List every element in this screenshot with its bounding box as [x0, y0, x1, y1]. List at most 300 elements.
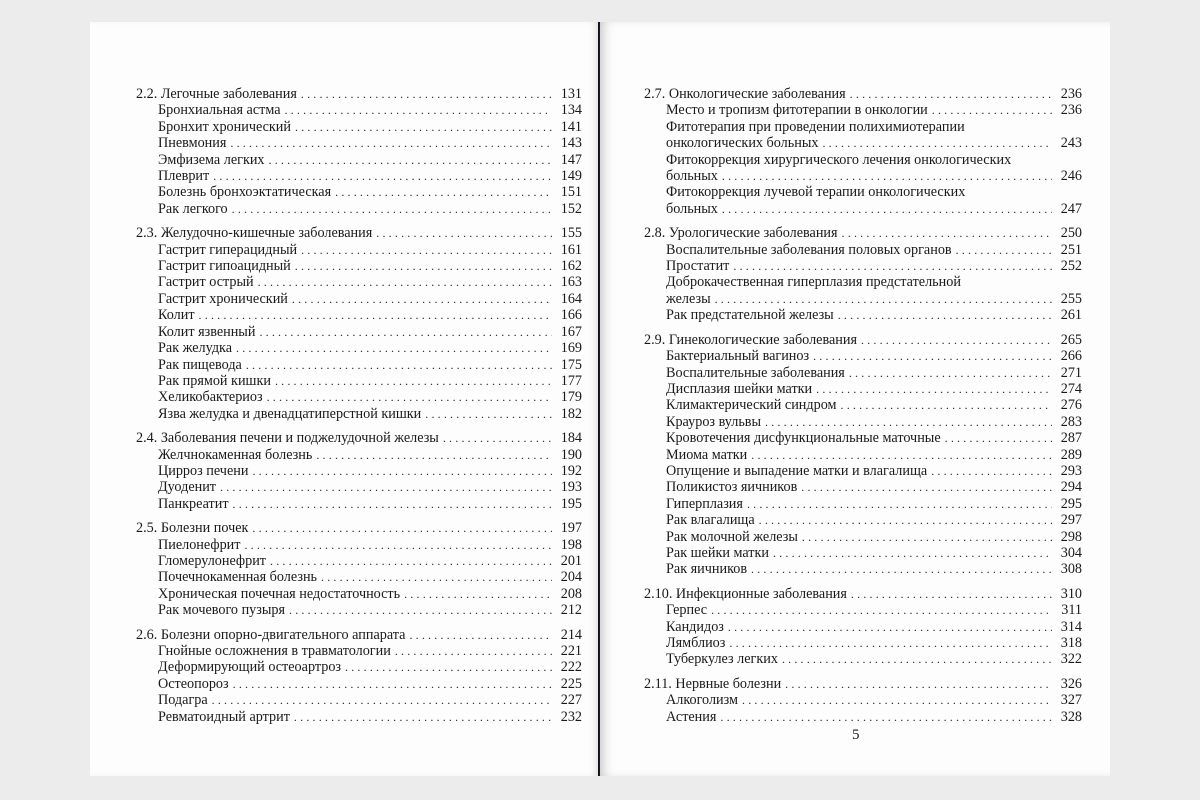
toc-entry — [644, 479, 1082, 495]
toc-entry — [136, 569, 582, 585]
toc-entry — [136, 258, 582, 274]
toc-entry — [136, 643, 582, 659]
dot-leader — [275, 373, 552, 389]
dot-leader — [252, 520, 552, 536]
toc-entry-label: Гнойные осложнения в травматологии — [158, 643, 391, 659]
dot-leader — [842, 225, 1052, 241]
toc-entry-page-number: 276 — [1060, 397, 1082, 414]
toc-entry-page-number: 246 — [1060, 168, 1082, 185]
toc-entry — [136, 479, 582, 495]
toc-section-title-label: 2.5. Болезни почек — [136, 520, 249, 537]
toc-entry — [644, 152, 1082, 168]
toc-entry — [644, 307, 1082, 323]
dot-leader — [715, 291, 1052, 307]
toc-entry-label: Рак молочной железы — [666, 528, 798, 545]
toc-section — [644, 586, 1082, 668]
toc-entry — [136, 373, 582, 389]
toc-entry-page-number: 221 — [560, 643, 582, 659]
toc-entry — [136, 184, 582, 200]
toc-entry-page-number: 162 — [560, 258, 582, 275]
toc-section-title-label: 2.2. Легочные заболевания — [136, 86, 297, 102]
toc-entry-page-number: 236 — [1060, 102, 1082, 119]
toc-entry-label: Туберкулез легких — [666, 651, 778, 668]
toc-section-title-page-number: 197 — [560, 520, 582, 537]
toc-entry-page-number: 163 — [560, 274, 582, 291]
toc-entry-label: Воспалительные заболевания — [666, 364, 845, 381]
toc-entry-label: Астения — [666, 708, 717, 725]
dot-leader — [246, 357, 552, 373]
toc-entry-page-number: 151 — [560, 184, 582, 201]
toc-entry — [136, 496, 582, 512]
dot-leader — [945, 430, 1052, 446]
toc-entry — [644, 414, 1082, 430]
toc-entry — [136, 201, 582, 217]
toc-section-title — [136, 520, 582, 536]
dot-leader — [345, 659, 552, 675]
toc-entry-page-number: 212 — [560, 602, 582, 619]
toc-section-title-page-number: 326 — [1060, 675, 1082, 692]
toc-entry-label: Лямблиоз — [666, 635, 726, 651]
toc-entry-page-number: 251 — [1060, 241, 1082, 258]
toc-entry-label: Ревматоидный артрит — [158, 708, 290, 725]
dot-leader — [773, 545, 1052, 561]
dot-leader — [782, 651, 1052, 667]
toc-entry-label: Рак прямой кишки — [158, 372, 271, 389]
toc-entry-label: Плеврит — [158, 168, 210, 185]
toc-section-title — [136, 225, 582, 241]
dot-leader — [236, 340, 552, 356]
dot-leader — [232, 201, 552, 217]
toc-entry — [136, 676, 582, 692]
toc-entry-label: Гастрит хронический — [158, 290, 288, 307]
toc-entry-page-number: 328 — [1060, 708, 1082, 725]
toc-entry-page-number: 141 — [560, 118, 582, 135]
dot-leader — [409, 627, 552, 643]
toc-entry-page-number: 247 — [1060, 200, 1082, 217]
toc-entry-label: Почечнокаменная болезнь — [158, 569, 318, 586]
toc-entry-label: Гломерулонефрит — [158, 552, 267, 569]
dot-leader — [230, 135, 552, 151]
dot-leader — [220, 479, 552, 495]
toc-entry-label: Колит язвенный — [158, 323, 256, 340]
dot-leader — [376, 225, 552, 241]
toc-entry-label: Подагра — [158, 692, 208, 709]
dot-leader — [849, 365, 1052, 381]
dot-leader — [813, 348, 1052, 364]
toc-entry-label: Рак легкого — [158, 200, 228, 217]
dot-leader — [395, 643, 552, 659]
toc-entry-label: Цирроз печени — [158, 462, 249, 479]
toc-entry-label: Эмфизема легких — [158, 151, 265, 168]
toc-entry-page-number: 201 — [560, 552, 582, 569]
toc-section — [136, 430, 582, 512]
toc-entry-page-number: 243 — [1060, 135, 1082, 152]
dot-leader — [199, 307, 552, 323]
toc-entry-page-number: 179 — [560, 389, 582, 406]
toc-entry — [136, 537, 582, 553]
toc-entry — [644, 619, 1082, 635]
dot-leader — [321, 569, 552, 585]
toc-entry — [136, 291, 582, 307]
toc-section — [644, 332, 1082, 578]
toc-entry — [644, 651, 1082, 667]
toc-entry — [644, 119, 1082, 135]
toc-entry-label-continued: больных — [666, 168, 718, 185]
toc-section-title-page-number: 155 — [560, 225, 582, 242]
toc-entry — [644, 348, 1082, 364]
toc-entry-page-number: 252 — [1060, 258, 1082, 275]
dot-leader — [294, 709, 552, 725]
toc-entry-page-number: 164 — [560, 290, 582, 307]
toc-entry-label: Рак шейки матки — [666, 544, 769, 561]
toc-entry — [136, 463, 582, 479]
toc-entry-label: Доброкачественная гиперплазия предстательной — [666, 274, 961, 291]
toc-entry-label: Фитокоррекция лучевой терапии онкологических — [666, 184, 966, 201]
toc-entry — [136, 135, 582, 151]
toc-entry-label: Бронхиальная астма — [158, 102, 281, 119]
toc-section-title-label: 2.3. Желудочно-кишечные заболевания — [136, 225, 373, 242]
toc-entry-label: Миома матки — [666, 446, 748, 463]
toc-entry-label: Кандидоз — [666, 618, 724, 635]
toc-entry-page-number: 134 — [560, 102, 582, 119]
toc-entry — [644, 258, 1082, 274]
toc-entry-label-continued: больных — [666, 200, 718, 217]
toc-entry-page-number: 297 — [1060, 512, 1082, 529]
toc-entry-label: Пневмония — [158, 135, 227, 152]
toc-section-title — [136, 86, 582, 102]
toc-entry-page-number: 208 — [560, 585, 582, 602]
toc-entry — [136, 709, 582, 725]
toc-entry-label: Остеопороз — [158, 675, 229, 692]
toc-entry — [136, 324, 582, 340]
dot-leader — [838, 307, 1052, 323]
toc-section-title — [136, 430, 582, 446]
dot-leader — [751, 447, 1052, 463]
toc-column-right — [644, 86, 1082, 733]
toc-entry — [644, 561, 1082, 577]
dot-leader — [850, 86, 1052, 102]
toc-entry-page-number: 147 — [560, 151, 582, 168]
dot-leader — [295, 119, 552, 135]
toc-entry-label: Поликистоз яичников — [666, 479, 798, 496]
toc-section-title-label: 2.9. Гинекологические заболевания — [644, 331, 857, 348]
toc-entry-page-number: 283 — [1060, 413, 1082, 430]
toc-entry — [644, 365, 1082, 381]
toc-entry-label: Бронхит хронический — [158, 118, 291, 135]
toc-entry-page-number: 193 — [560, 479, 582, 496]
dot-leader — [841, 397, 1052, 413]
toc-section-title-page-number: 310 — [1060, 585, 1082, 602]
toc-entry — [644, 184, 1082, 200]
dot-leader — [956, 242, 1052, 258]
dot-leader — [802, 529, 1052, 545]
toc-section-title-label: 2.11. Нервные болезни — [644, 675, 782, 692]
dot-leader — [252, 463, 552, 479]
toc-entry-label: Колит — [158, 307, 195, 324]
toc-entry-page-number: 274 — [1060, 380, 1082, 397]
dot-leader — [259, 324, 552, 340]
toc-entry — [644, 430, 1082, 446]
toc-entry-label: Фитотерапия при проведении полихимиотерапии — [666, 118, 965, 135]
toc-section-title-label: 2.7. Онкологические заболевания — [644, 86, 846, 102]
toc-entry-page-number: 314 — [1060, 618, 1082, 635]
toc-section — [644, 225, 1082, 323]
dot-leader — [316, 447, 552, 463]
toc-entry-page-number: 222 — [560, 659, 582, 676]
toc-entry-label: Алкоголизм — [666, 692, 739, 709]
toc-section-title-label: 2.6. Болезни опорно-двигательного аппарата — [136, 626, 406, 643]
toc-entry-page-number: 327 — [1060, 692, 1082, 709]
toc-entry — [644, 692, 1082, 708]
toc-section-title-label: 2.4. Заболевания печени и поджелудочной железы — [136, 430, 439, 447]
toc-section-title-page-number: 131 — [560, 86, 582, 102]
toc-entry — [644, 709, 1082, 725]
toc-section — [644, 676, 1082, 725]
toc-entry-page-number: 167 — [560, 323, 582, 340]
toc-entry-page-number: 198 — [560, 536, 582, 553]
dot-leader — [720, 709, 1052, 725]
toc-entry — [644, 545, 1082, 561]
dot-leader — [932, 102, 1052, 118]
toc-entry-page-number: 177 — [560, 372, 582, 389]
toc-entry-label: Хроническая почечная недостаточность — [158, 585, 401, 602]
dot-leader — [244, 537, 552, 553]
toc-entry-label: Гастрит острый — [158, 274, 254, 291]
toc-entry — [136, 102, 582, 118]
toc-entry-page-number: 287 — [1060, 430, 1082, 447]
toc-section-title — [644, 586, 1082, 602]
dot-leader — [335, 184, 552, 200]
toc-entry-label: Простатит — [666, 258, 730, 275]
toc-entry-label: Место и тропизм фитотерапии в онкологии — [666, 102, 928, 119]
toc-entry — [136, 586, 582, 602]
toc-entry — [644, 635, 1082, 651]
dot-leader — [267, 389, 552, 405]
toc-column-left — [136, 86, 582, 733]
dot-leader — [765, 414, 1052, 430]
dot-leader — [292, 291, 552, 307]
toc-entry — [644, 463, 1082, 479]
toc-entry — [136, 168, 582, 184]
dot-leader — [301, 86, 552, 102]
toc-entry — [644, 529, 1082, 545]
dot-leader — [212, 692, 552, 708]
toc-section-title — [644, 86, 1082, 102]
toc-entry — [136, 389, 582, 405]
toc-entry — [136, 242, 582, 258]
toc-entry-page-number: 322 — [1060, 651, 1082, 668]
toc-entry-page-number: 182 — [560, 405, 582, 422]
toc-section — [136, 225, 582, 422]
dot-leader — [443, 430, 552, 446]
toc-entry-page-number: 175 — [560, 356, 582, 373]
toc-entry-page-number: 318 — [1060, 635, 1082, 651]
toc-entry-page-number: 161 — [560, 241, 582, 258]
toc-entry — [644, 381, 1082, 397]
toc-entry-page-number: 143 — [560, 135, 582, 152]
toc-entry — [136, 692, 582, 708]
toc-entry-page-number: 289 — [1060, 446, 1082, 463]
toc-entry-label: Кровотечения дисфункциональные маточные — [666, 430, 941, 447]
toc-entry — [136, 357, 582, 373]
right-page — [600, 22, 1110, 776]
toc-entry-page-number: 204 — [560, 569, 582, 586]
toc-entry-page-number: 232 — [560, 708, 582, 725]
toc-entry — [136, 307, 582, 323]
toc-section-title-page-number: 184 — [560, 430, 582, 447]
toc-entry-page-number: 192 — [560, 462, 582, 479]
toc-section — [136, 86, 582, 217]
dot-leader — [816, 381, 1052, 397]
toc-section — [136, 520, 582, 618]
toc-entry-label: Рак влагалища — [666, 512, 755, 529]
toc-entry — [644, 602, 1082, 618]
toc-section-title — [136, 627, 582, 643]
toc-entry-label: Пиелонефрит — [158, 536, 241, 553]
toc-entry-label-continued: железы — [666, 290, 711, 307]
toc-entry-page-number: 190 — [560, 446, 582, 463]
toc-entry-label: Гастрит гипоацидный — [158, 258, 291, 275]
toc-entry-label: Болезнь бронхоэктатическая — [158, 184, 332, 201]
dot-leader — [295, 258, 552, 274]
toc-entry — [136, 406, 582, 422]
toc-entry-continuation — [644, 168, 1082, 184]
toc-entry-page-number: 169 — [560, 340, 582, 357]
toc-section-title-label: 2.8. Урологические заболевания — [644, 225, 838, 242]
toc-entry-label: Рак предстательной железы — [666, 307, 834, 324]
toc-entry-page-number: 227 — [560, 692, 582, 709]
toc-section — [644, 86, 1082, 217]
toc-entry-page-number: 311 — [1061, 602, 1082, 619]
toc-entry-continuation — [644, 135, 1082, 151]
toc-entry — [136, 602, 582, 618]
dot-leader — [785, 676, 1052, 692]
toc-entry — [136, 553, 582, 569]
toc-entry — [136, 340, 582, 356]
toc-entry-label: Климактерический синдром — [666, 397, 837, 414]
toc-entry-label: Гиперплазия — [666, 495, 743, 512]
toc-entry-label: Бактериальный вагиноз — [666, 348, 810, 365]
dot-leader — [270, 553, 552, 569]
toc-entry-page-number: 166 — [560, 307, 582, 324]
dot-leader — [301, 242, 552, 258]
toc-section-title-page-number: 250 — [1060, 225, 1082, 242]
toc-entry-label: Дисплазия шейки матки — [666, 380, 813, 397]
toc-entry-label: Желчнокаменная болезнь — [158, 446, 313, 463]
toc-entry-label: Крауроз вульвы — [666, 413, 762, 430]
dot-leader — [285, 102, 552, 118]
dot-leader — [213, 168, 552, 184]
toc-entry — [644, 102, 1082, 118]
dot-leader — [711, 602, 1052, 618]
toc-entry — [644, 274, 1082, 290]
dot-leader — [233, 496, 552, 512]
toc-entry-page-number: 266 — [1060, 348, 1082, 365]
toc-entry — [644, 512, 1082, 528]
toc-section-title — [644, 225, 1082, 241]
toc-entry-page-number: 271 — [1060, 364, 1082, 381]
dot-leader — [269, 152, 552, 168]
toc-entry-continuation — [644, 201, 1082, 217]
toc-entry-label: Рак пищевода — [158, 356, 242, 373]
toc-entry — [644, 397, 1082, 413]
page-number: 5 — [852, 727, 860, 743]
toc-entry-label: Рак желудка — [158, 340, 233, 357]
dot-leader — [759, 512, 1052, 528]
dot-leader — [722, 201, 1052, 217]
toc-entry-page-number: 261 — [1060, 307, 1082, 324]
dot-leader — [289, 602, 552, 618]
toc-entry-page-number: 298 — [1060, 528, 1082, 545]
toc-entry-page-number: 308 — [1060, 561, 1082, 578]
toc-section-title — [644, 332, 1082, 348]
toc-entry — [136, 152, 582, 168]
toc-entry-page-number: 225 — [560, 675, 582, 692]
dot-leader — [425, 406, 552, 422]
toc-entry-label: Рак яичников — [666, 561, 748, 578]
toc-entry-label: Воспалительные заболевания половых органов — [666, 241, 952, 258]
dot-leader — [742, 692, 1052, 708]
toc-entry-continuation — [644, 291, 1082, 307]
toc-entry — [136, 659, 582, 675]
dot-leader — [861, 332, 1052, 348]
toc-entry-page-number: 295 — [1060, 495, 1082, 512]
toc-entry — [644, 496, 1082, 512]
dot-leader — [822, 135, 1052, 151]
dot-leader — [722, 168, 1052, 184]
dot-leader — [733, 258, 1052, 274]
dot-leader — [258, 274, 552, 290]
toc-section-title — [644, 676, 1082, 692]
toc-entry-page-number: 294 — [1060, 479, 1082, 496]
dot-leader — [233, 676, 552, 692]
toc-entry-page-number: 304 — [1060, 544, 1082, 561]
toc-entry-label: Дуоденит — [158, 479, 217, 496]
toc-entry-label: Фитокоррекция хирургического лечения онкологических — [666, 151, 1012, 168]
toc-entry — [644, 242, 1082, 258]
toc-entry — [644, 447, 1082, 463]
dot-leader — [851, 586, 1052, 602]
toc-entry-label: Рак мочевого пузыря — [158, 602, 286, 619]
dot-leader — [729, 635, 1052, 651]
dot-leader — [747, 496, 1052, 512]
toc-section-title-page-number: 236 — [1060, 86, 1082, 102]
toc-entry-label: Гастрит гиперацидный — [158, 241, 298, 258]
toc-section-title-page-number: 214 — [560, 626, 582, 643]
toc-entry-label: Деформирующий остеоартроз — [158, 659, 342, 676]
toc-entry-page-number: 293 — [1060, 462, 1082, 479]
dot-leader — [801, 479, 1052, 495]
toc-entry-page-number: 149 — [560, 168, 582, 185]
dot-leader — [751, 561, 1052, 577]
toc-entry-label: Панкреатит — [158, 495, 229, 512]
dot-leader — [931, 463, 1052, 479]
left-page — [90, 22, 598, 776]
dot-leader — [404, 586, 552, 602]
toc-section-title-page-number: 265 — [1060, 331, 1082, 348]
dot-leader — [728, 619, 1052, 635]
toc-entry-label-continued: онкологических больных — [666, 135, 819, 152]
toc-entry-page-number: 195 — [560, 495, 582, 512]
toc-section — [136, 627, 582, 725]
toc-entry-page-number: 152 — [560, 200, 582, 217]
toc-entry-label: Язва желудка и двенадцатиперстной кишки — [158, 405, 422, 422]
toc-entry-label: Опущение и выпадение матки и влагалища — [666, 462, 928, 479]
toc-entry-label: Герпес — [666, 602, 708, 619]
toc-entry — [136, 447, 582, 463]
toc-entry-page-number: 255 — [1060, 290, 1082, 307]
toc-entry-label: Хеликобактериоз — [158, 389, 263, 406]
